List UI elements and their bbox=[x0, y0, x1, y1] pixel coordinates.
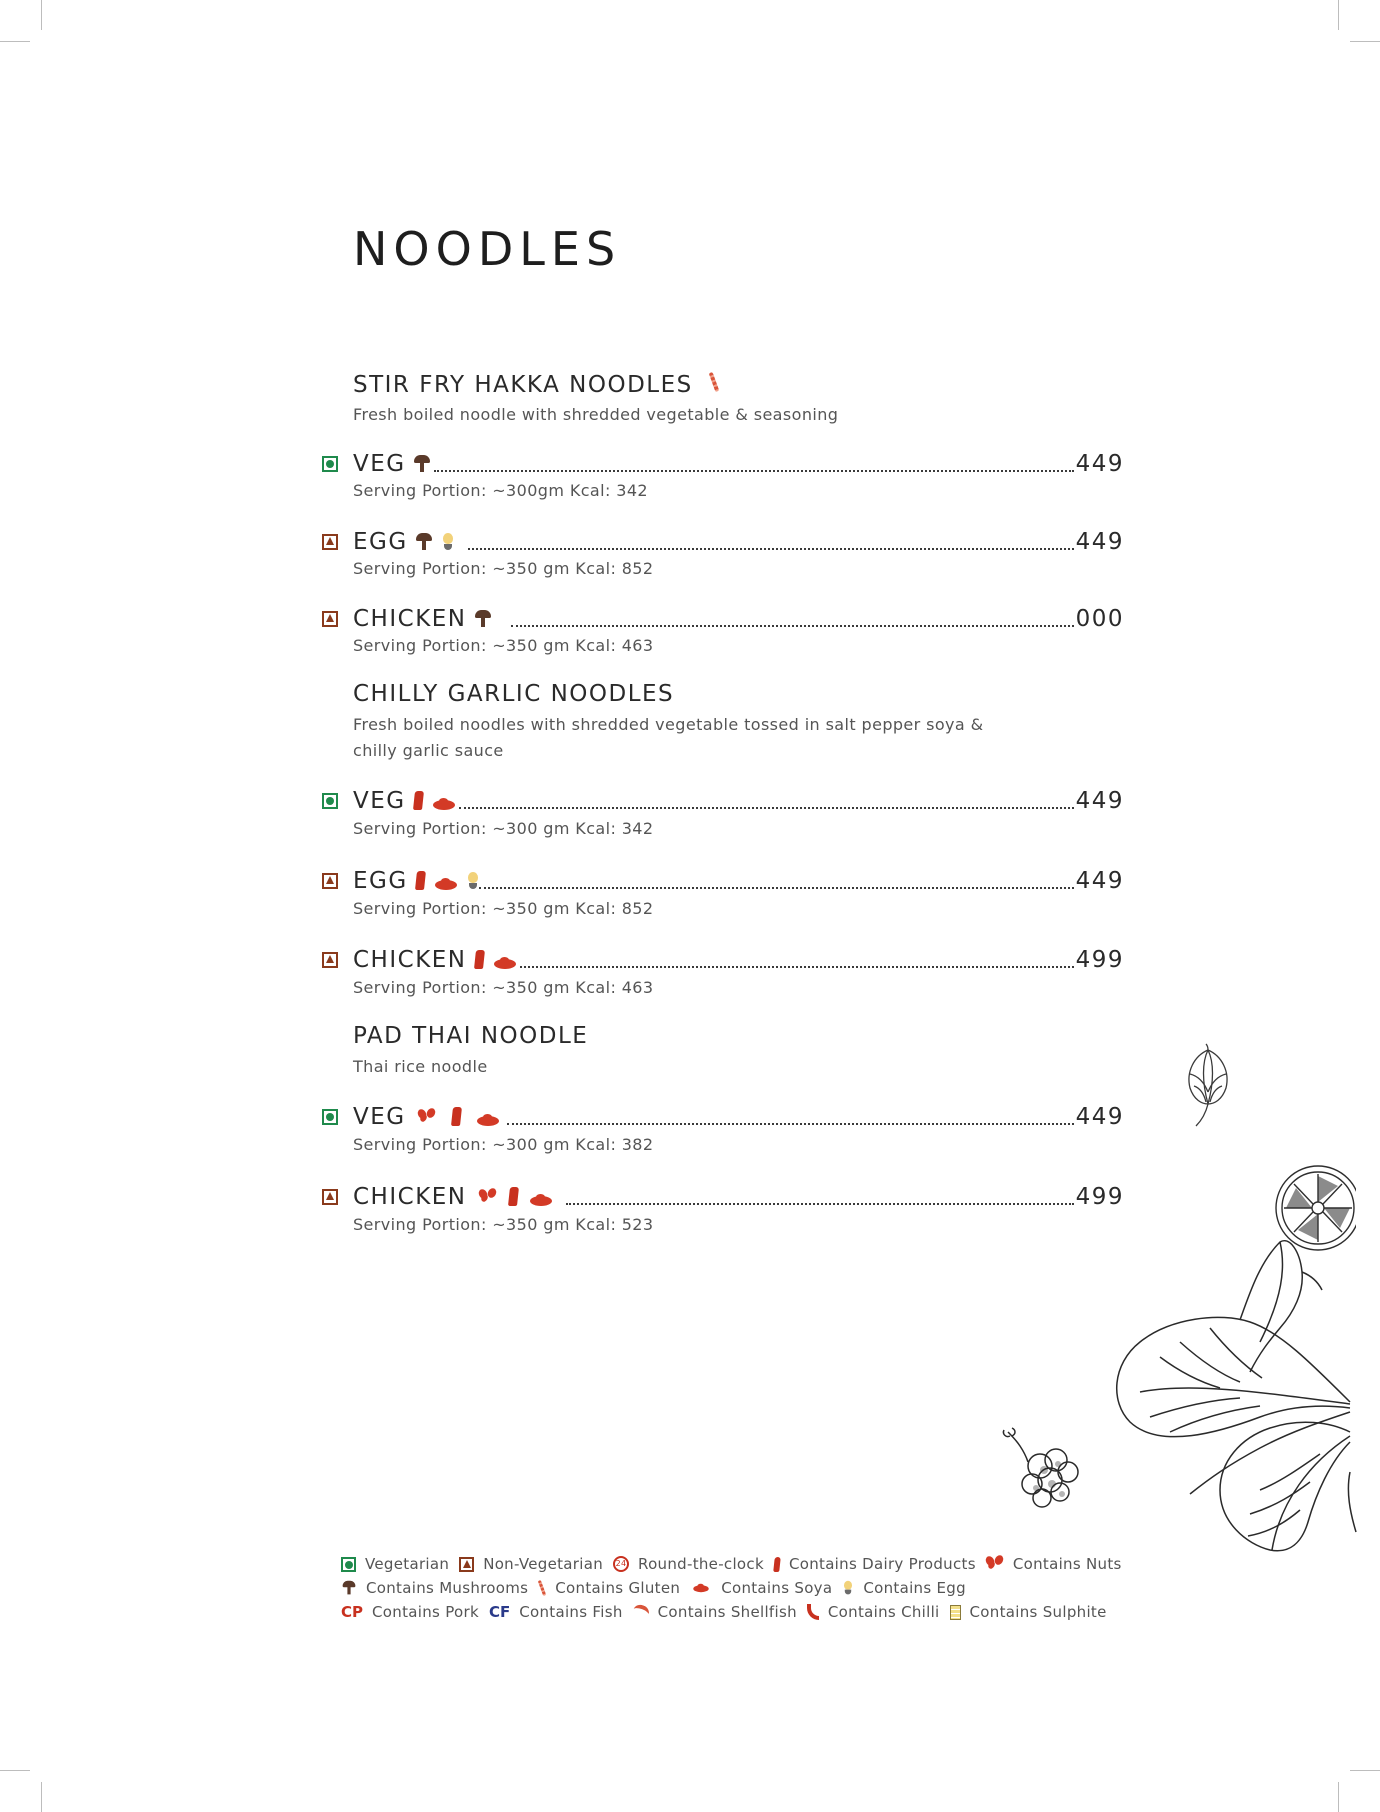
legend-label: Non-Vegetarian bbox=[483, 1555, 604, 1573]
dot-leader bbox=[566, 1203, 1074, 1205]
mushroom-icon bbox=[475, 610, 491, 628]
menu-item-row bbox=[322, 865, 1124, 895]
serving-portion: Serving Portion: ~350 gm Kcal: 463 bbox=[353, 978, 654, 997]
dairy-icon bbox=[474, 950, 485, 969]
legend-item bbox=[341, 1579, 528, 1597]
legend-item bbox=[613, 1555, 764, 1573]
item-name: CHICKEN bbox=[353, 1184, 467, 1210]
legend-label: Contains Egg bbox=[863, 1579, 966, 1597]
menu-item-row bbox=[322, 448, 1124, 478]
item-name: CHICKEN bbox=[353, 606, 467, 632]
legend-label: Contains Sulphite bbox=[969, 1603, 1107, 1621]
non-vegetarian-icon bbox=[322, 1189, 338, 1205]
nuts-icon bbox=[986, 1555, 1004, 1573]
legend-item bbox=[986, 1555, 1122, 1573]
legend-item bbox=[690, 1579, 832, 1597]
dish-description: Fresh boiled noodles with shredded vegetable tossed in salt pepper soya & chilly garlic sauce bbox=[353, 715, 984, 760]
soya-icon bbox=[435, 878, 457, 890]
nuts-icon bbox=[418, 1108, 436, 1126]
item-price: 449 bbox=[1075, 868, 1124, 894]
sulphite-icon bbox=[950, 1605, 961, 1620]
dot-leader bbox=[507, 1123, 1074, 1125]
menu-item-row bbox=[322, 526, 1124, 556]
mushroom-icon bbox=[414, 455, 430, 473]
item-name: VEG bbox=[353, 1104, 406, 1130]
crop-mark bbox=[41, 0, 42, 30]
dairy-icon bbox=[413, 791, 424, 810]
chilli-icon bbox=[807, 1604, 819, 1620]
legend-label: Contains Dairy Products bbox=[788, 1555, 976, 1573]
legend-item bbox=[459, 1555, 603, 1573]
egg-icon bbox=[844, 1581, 854, 1595]
non-vegetarian-icon bbox=[322, 611, 338, 627]
dish-title-text: STIR FRY HAKKA NOODLES bbox=[353, 372, 693, 398]
serving-portion: Serving Portion: ~300 gm Kcal: 342 bbox=[353, 819, 654, 838]
non-vegetarian-icon bbox=[322, 873, 338, 889]
soya-icon bbox=[494, 957, 516, 969]
dairy-icon bbox=[415, 871, 426, 890]
item-price: 449 bbox=[1075, 788, 1124, 814]
mushroom-icon bbox=[343, 1581, 356, 1595]
dot-leader bbox=[468, 548, 1074, 550]
vegetarian-icon bbox=[322, 1109, 338, 1125]
round-the-clock-icon: 24 bbox=[613, 1556, 629, 1572]
legend-label: Contains Soya bbox=[721, 1579, 833, 1597]
artichoke-illustration bbox=[1176, 1042, 1240, 1128]
serving-portion: Serving Portion: ~300gm Kcal: 342 bbox=[353, 481, 648, 500]
serving-portion: Serving Portion: ~350 gm Kcal: 852 bbox=[353, 559, 654, 578]
vegetarian-icon bbox=[322, 456, 338, 472]
serving-portion: Serving Portion: ~350 gm Kcal: 852 bbox=[353, 899, 654, 918]
dish-description: Thai rice noodle bbox=[353, 1057, 488, 1076]
item-name: CHICKEN bbox=[353, 947, 467, 973]
broccoli-illustration bbox=[998, 1426, 1086, 1512]
mushroom-icon bbox=[416, 533, 432, 551]
vegetarian-icon bbox=[322, 793, 338, 809]
crop-mark bbox=[41, 1782, 42, 1812]
item-price: 000 bbox=[1075, 606, 1124, 632]
item-price: 449 bbox=[1075, 529, 1124, 555]
legend-item bbox=[341, 1555, 449, 1573]
allergen-legend bbox=[341, 1552, 1161, 1624]
gluten-icon bbox=[710, 372, 718, 392]
legend-label: Contains Nuts bbox=[1012, 1555, 1122, 1573]
leafy-vegetable-illustration bbox=[1050, 1232, 1360, 1562]
nuts-icon bbox=[479, 1188, 497, 1206]
legend-label: Contains Fish bbox=[519, 1603, 623, 1621]
legend-item bbox=[950, 1603, 1107, 1621]
serving-portion: Serving Portion: ~350 gm Kcal: 463 bbox=[353, 636, 654, 655]
dish-title bbox=[353, 372, 718, 398]
item-name: EGG bbox=[353, 868, 408, 894]
dairy-icon bbox=[508, 1187, 519, 1206]
serving-portion: Serving Portion: ~350 gm Kcal: 523 bbox=[353, 1215, 654, 1234]
gluten-icon bbox=[539, 1580, 545, 1596]
legend-item bbox=[538, 1578, 680, 1598]
dot-leader bbox=[520, 966, 1074, 968]
crop-mark bbox=[1338, 1782, 1339, 1812]
legend-line bbox=[341, 1552, 1161, 1576]
egg-icon bbox=[467, 872, 479, 890]
legend-item bbox=[489, 1603, 623, 1621]
menu-item-row bbox=[322, 1181, 1124, 1211]
dish-title-text: PAD THAI NOODLE bbox=[353, 1023, 589, 1049]
legend-item bbox=[633, 1603, 797, 1621]
menu-item-row bbox=[322, 944, 1124, 974]
legend-label: Vegetarian bbox=[365, 1555, 450, 1573]
item-name: VEG bbox=[353, 451, 406, 477]
legend-label: Contains Chilli bbox=[827, 1603, 940, 1621]
dot-leader bbox=[479, 887, 1074, 889]
item-name: VEG bbox=[353, 788, 406, 814]
dish-title bbox=[353, 1023, 588, 1049]
item-price: 499 bbox=[1075, 1184, 1124, 1210]
legend-label: Contains Pork bbox=[372, 1603, 479, 1621]
legend-item bbox=[341, 1603, 479, 1621]
legend-label: Contains Gluten bbox=[555, 1579, 681, 1597]
dot-leader bbox=[434, 470, 1074, 472]
crop-mark bbox=[0, 1770, 30, 1771]
legend-label: Round-the-clock bbox=[638, 1555, 764, 1573]
vegetarian-icon bbox=[341, 1557, 356, 1572]
page-title: NOODLES bbox=[353, 222, 622, 276]
legend-label: Contains Shellfish bbox=[657, 1603, 797, 1621]
crop-mark bbox=[1338, 0, 1339, 30]
item-name: EGG bbox=[353, 529, 408, 555]
dairy-icon bbox=[773, 1557, 781, 1572]
item-price: 449 bbox=[1075, 1104, 1124, 1130]
menu-item-row bbox=[322, 785, 1124, 815]
shellfish-icon bbox=[631, 1603, 651, 1622]
legend-item bbox=[842, 1579, 966, 1597]
item-price: 449 bbox=[1075, 451, 1124, 477]
pork-icon: CP bbox=[341, 1603, 364, 1621]
non-vegetarian-icon bbox=[459, 1557, 474, 1572]
soya-icon bbox=[693, 1584, 708, 1592]
dairy-icon bbox=[451, 1107, 462, 1126]
soya-icon bbox=[433, 798, 455, 810]
legend-label: Contains Mushrooms bbox=[366, 1579, 529, 1597]
soya-icon bbox=[530, 1194, 552, 1206]
dot-leader bbox=[459, 807, 1074, 809]
non-vegetarian-icon bbox=[322, 952, 338, 968]
crop-mark bbox=[1350, 1770, 1380, 1771]
crop-mark bbox=[0, 41, 30, 42]
serving-portion: Serving Portion: ~300 gm Kcal: 382 bbox=[353, 1135, 654, 1154]
non-vegetarian-icon bbox=[322, 534, 338, 550]
item-price: 499 bbox=[1075, 947, 1124, 973]
legend-item bbox=[774, 1555, 976, 1573]
fish-icon: CF bbox=[488, 1603, 511, 1621]
legend-item bbox=[807, 1603, 940, 1621]
dish-description: Fresh boiled noodle with shredded vegetable & seasoning bbox=[353, 405, 839, 424]
egg-icon bbox=[442, 533, 454, 551]
dish-title-text: CHILLY GARLIC NOODLES bbox=[353, 681, 675, 707]
menu-item-row bbox=[322, 1101, 1124, 1131]
dish-title bbox=[353, 681, 674, 707]
dot-leader bbox=[511, 625, 1074, 627]
soya-icon bbox=[477, 1114, 499, 1126]
legend-line bbox=[341, 1600, 1161, 1624]
menu-item-row bbox=[322, 603, 1124, 633]
crop-mark bbox=[1350, 41, 1380, 42]
legend-line bbox=[341, 1576, 1161, 1600]
